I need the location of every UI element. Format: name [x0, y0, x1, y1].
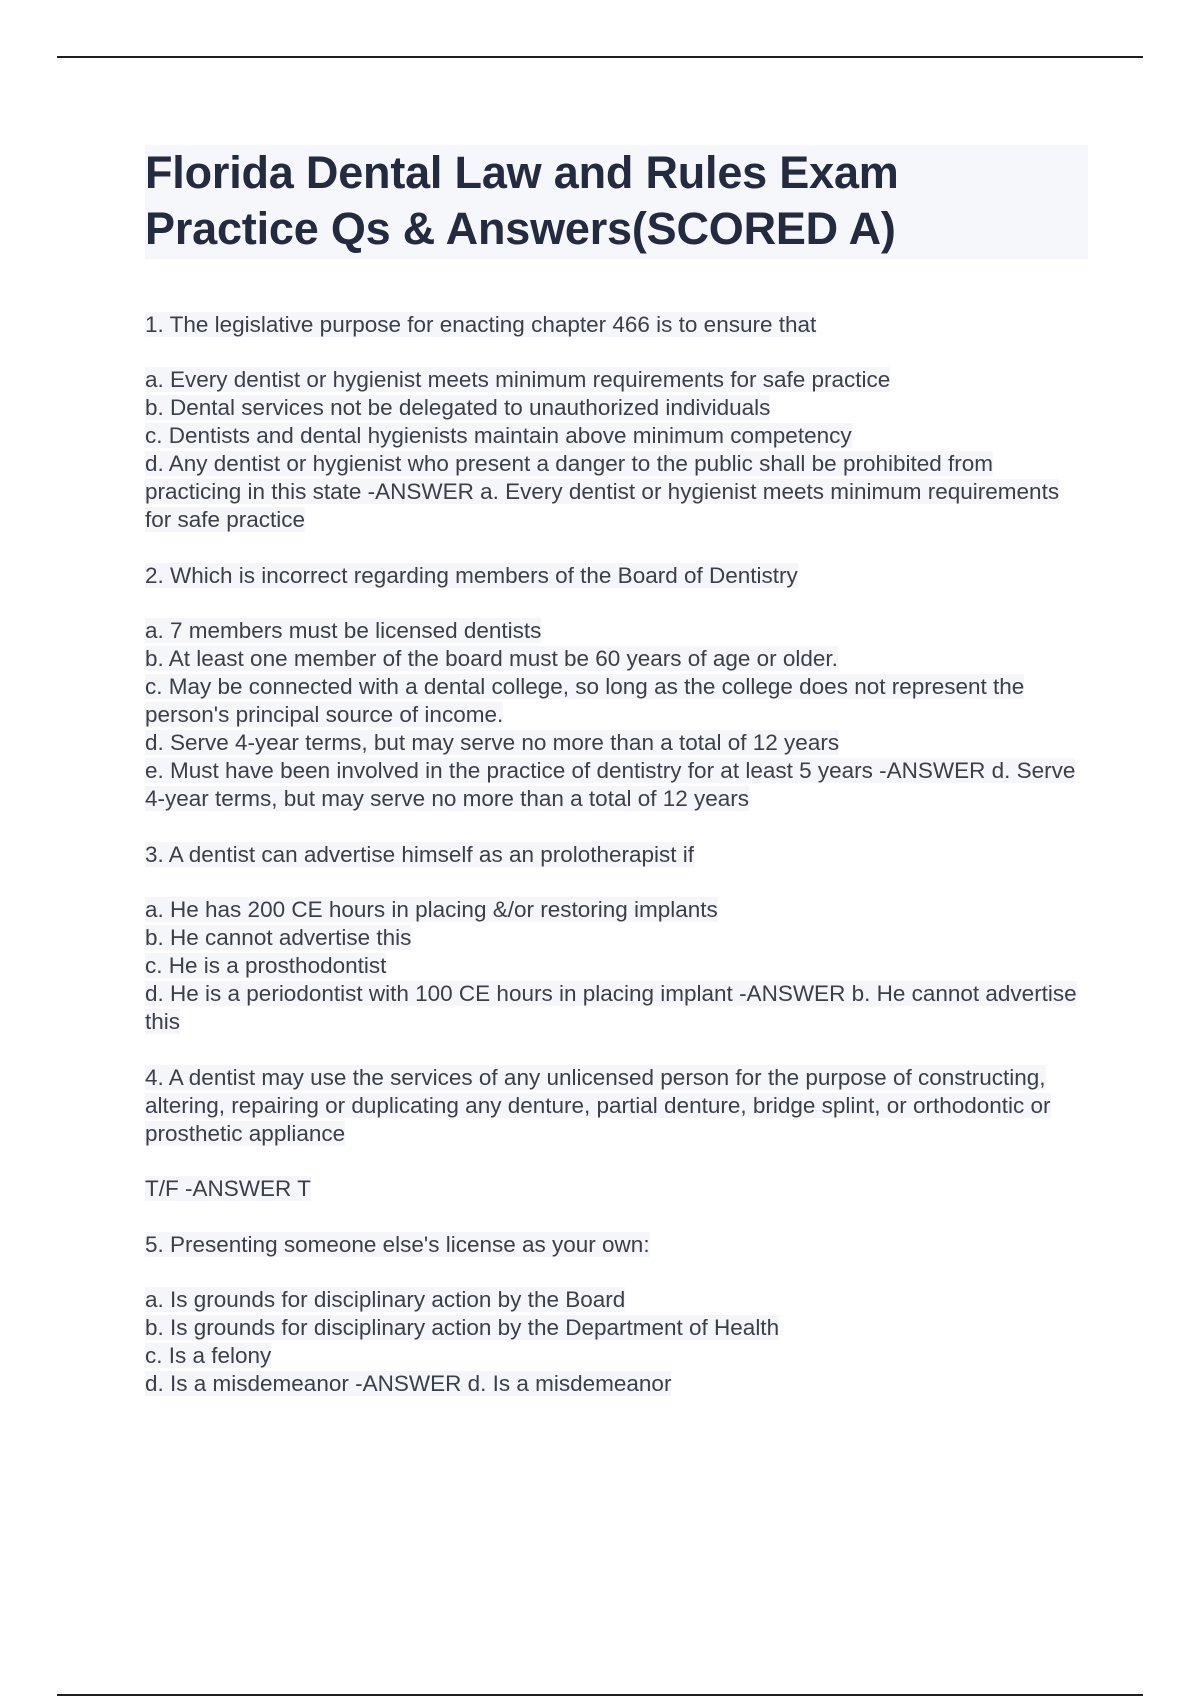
- question-1-option-b: b. Dental services not be delegated to unauthorized individuals: [145, 395, 771, 420]
- question-2-option-b: b. At least one member of the board must be 60 years of age or older.: [145, 646, 838, 671]
- question-2: [145, 562, 1090, 813]
- title-line-2: Practice Qs & Answers(SCORED A): [145, 203, 896, 254]
- question-1-option-a: a. Every dentist or hygienist meets minimum requirements for safe practice: [145, 367, 891, 392]
- question-1-option-d: d. Any dentist or hygienist who present a danger to the public shall be prohibited from practicing in this state -ANSWER a. Every dentist or hygienist meets minimum requirements for safe practice: [145, 451, 1060, 532]
- question-3-option-b: b. He cannot advertise this: [145, 925, 412, 950]
- question-5-option-c: c. Is a felony: [145, 1343, 272, 1368]
- question-2-option-a: a. 7 members must be licensed dentists: [145, 618, 542, 643]
- question-5-option-d: d. Is a misdemeanor -ANSWER d. Is a misdemeanor: [145, 1371, 672, 1396]
- top-rule: [57, 56, 1143, 58]
- question-4-stem: 4. A dentist may use the services of any unlicensed person for the purpose of constructing, altering, repairing or duplicating any denture, partial denture, bridge splint, or orthodontic or prosthetic appliance: [145, 1065, 1051, 1146]
- question-5: [145, 1231, 1090, 1398]
- question-2-stem: 2. Which is incorrect regarding members of the Board of Dentistry: [145, 563, 798, 588]
- question-5-option-b: b. Is grounds for disciplinary action by the Department of Health: [145, 1315, 780, 1340]
- question-4-answer: T/F -ANSWER T: [145, 1176, 311, 1201]
- bottom-rule: [57, 1694, 1143, 1696]
- document-body: [145, 145, 1090, 1426]
- question-1-option-c: c. Dentists and dental hygienists maintain above minimum competency: [145, 423, 852, 448]
- question-5-option-a: a. Is grounds for disciplinary action by the Board: [145, 1287, 626, 1312]
- title-line-1: Florida Dental Law and Rules Exam: [145, 147, 899, 198]
- question-2-option-c: c. May be connected with a dental college, so long as the college does not represent the person's principal source of income.: [145, 674, 1025, 727]
- question-2-option-d: d. Serve 4-year terms, but may serve no more than a total of 12 years: [145, 730, 840, 755]
- question-3: [145, 841, 1090, 1036]
- question-3-option-d: d. He is a periodontist with 100 CE hours in placing implant -ANSWER b. He cannot advertise this: [145, 981, 1077, 1034]
- question-3-option-c: c. He is a prosthodontist: [145, 953, 387, 978]
- question-3-option-a: a. He has 200 CE hours in placing &/or restoring implants: [145, 897, 718, 922]
- question-3-stem: 3. A dentist can advertise himself as an prolotherapist if: [145, 842, 695, 867]
- question-1: [145, 311, 1090, 534]
- question-4: [145, 1064, 1090, 1203]
- question-2-option-e: e. Must have been involved in the practice of dentistry for at least 5 years -ANSWER d. Serve 4-year terms, but may serve no more than a total of 12 years: [145, 758, 1076, 811]
- question-1-stem: 1. The legislative purpose for enacting chapter 466 is to ensure that: [145, 312, 817, 337]
- question-5-stem: 5. Presenting someone else's license as your own:: [145, 1232, 650, 1257]
- document-title: [145, 145, 1088, 257]
- title-box: [145, 145, 1088, 259]
